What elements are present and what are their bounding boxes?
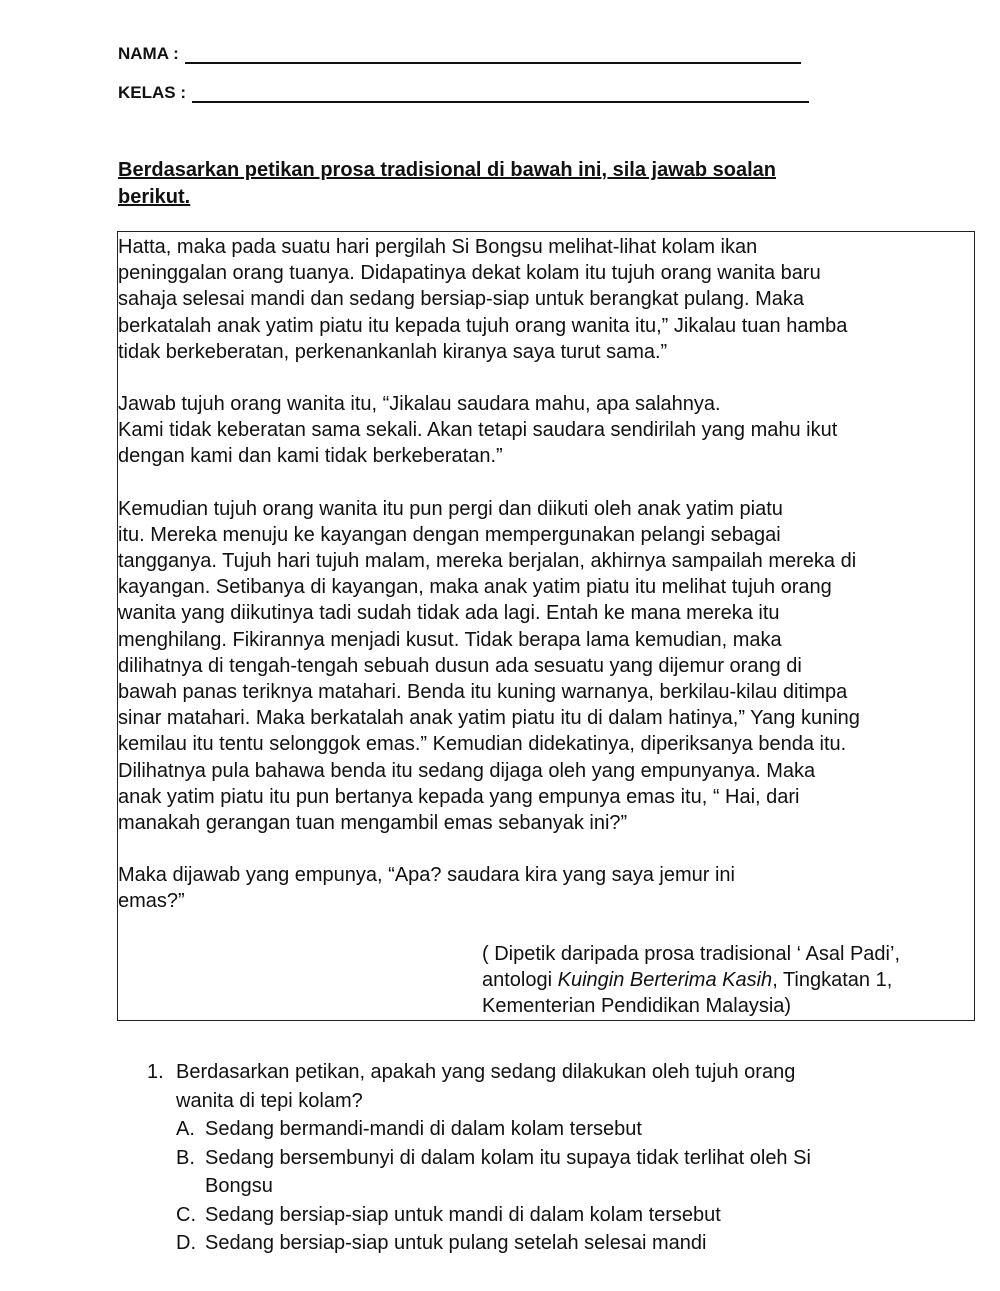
question-1 xyxy=(147,1058,927,1258)
option-label: C. xyxy=(176,1203,196,1226)
option-b[interactable] xyxy=(176,1144,927,1201)
nama-answer-line[interactable] xyxy=(185,46,801,64)
option-d[interactable] xyxy=(176,1229,927,1258)
source-line-2-prefix: antologi xyxy=(482,968,558,991)
option-text: Sedang bersembunyi di dalam kolam itu supaya tidak terlihat oleh Si Bongsu xyxy=(205,1146,811,1197)
option-a[interactable] xyxy=(176,1115,927,1144)
option-label: B. xyxy=(176,1146,195,1169)
answer-options xyxy=(176,1115,927,1258)
option-label: D. xyxy=(176,1232,196,1254)
nama-label: NAMA : xyxy=(118,44,179,63)
question-number: 1. xyxy=(147,1061,164,1083)
nama-field[interactable] xyxy=(118,44,801,64)
option-text: Sedang bersiap-siap untuk mandi di dalam kolam tersebut xyxy=(205,1203,721,1226)
option-text: Sedang bermandi-mandi di dalam kolam tersebut xyxy=(205,1118,642,1140)
option-c[interactable] xyxy=(176,1201,927,1230)
source-line-1: ( Dipetik daripada prosa tradisional ‘ Asal Padi’, xyxy=(482,942,900,965)
passage-paragraph-1: Hatta, maka pada suatu hari pergilah Si Bongsu melihat-lihat kolam ikan peninggalan orang tuanya. Didapatinya dekat kolam itu tujuh orang wanita baru sahaja selesai mandi dan sedang bersiap-siap untuk berangkat pulang. Maka berkatalah anak yatim piatu itu kepada tujuh orang wanita itu,” Jikalau tuan hamba tidak berkeberatan, perkenankanlah kiranya saya turut sama.” xyxy=(118,236,848,363)
passage-paragraph-2: Jawab tujuh orang wanita itu, “Jikalau saudara mahu, apa salahnya. Kami tidak keberatan sama sekali. Akan tetapi saudara sendirilah yang mahu ikut dengan kami dan kami tidak berkeberatan.” xyxy=(118,393,838,468)
instruction-heading: Berdasarkan petikan prosa tradisional di bawah ini, sila jawab soalan berikut. xyxy=(118,159,776,208)
passage-source-citation xyxy=(118,941,974,1020)
passage-paragraph-4: Maka dijawab yang empunya, “Apa? saudara kira yang saya jemur ini emas?” xyxy=(118,864,736,913)
question-text: Berdasarkan petikan, apakah yang sedang dilakukan oleh tujuh orang wanita di tepi kolam? xyxy=(176,1061,796,1112)
kelas-label: KELAS : xyxy=(118,83,186,102)
passage-box xyxy=(117,231,975,1021)
kelas-field[interactable] xyxy=(118,83,809,103)
source-line-2-suffix: , Tingkatan 1, xyxy=(772,968,893,991)
source-book-title: Kuingin Berterima Kasih xyxy=(557,968,773,991)
option-label: A. xyxy=(176,1118,195,1140)
kelas-answer-line[interactable] xyxy=(192,85,809,103)
option-text: Sedang bersiap-siap untuk pulang setelah selesai mandi xyxy=(205,1232,707,1254)
passage-paragraph-3: Kemudian tujuh orang wanita itu pun pergi dan diikuti oleh anak yatim piatu itu. Mereka menuju ke kayangan dengan mempergunakan pelangi sebagai tangganya. Tujuh hari tujuh malam, mereka berjalan, akhirnya sampailah mereka di kayangan. Setibanya di kayangan, maka anak yatim piatu itu melihat tujuh orang wanita yang diikutinya tadi sudah tidak ada lagi. Entah ke mana mereka itu menghilang. Fikirannya menjadi kusut. Tidak berapa lama kemudian, maka dilihatnya di tengah-tengah sebuah dusun ada sesuatu yang dijemur orang di bawah panas teriknya matahari. Benda itu kuning warnanya, berkilau-kilau ditimpa sinar matahari. Maka berkatalah anak yatim piatu itu di dalam hatinya,” Yang kuning kemilau itu tentu selonggok emas.” Kemudian didekatinya, diperiksanya benda itu. Dilihatnya pula bahawa benda itu sedang dijaga oleh yang empunyanya. Maka anak yatim piatu itu pun bertanya kepada yang empunya emas itu, “ Hai, dari manakah gerangan tuan mengambil emas sebanyak ini?” xyxy=(118,497,860,835)
source-line-3: Kementerian Pendidikan Malaysia) xyxy=(482,995,792,1018)
